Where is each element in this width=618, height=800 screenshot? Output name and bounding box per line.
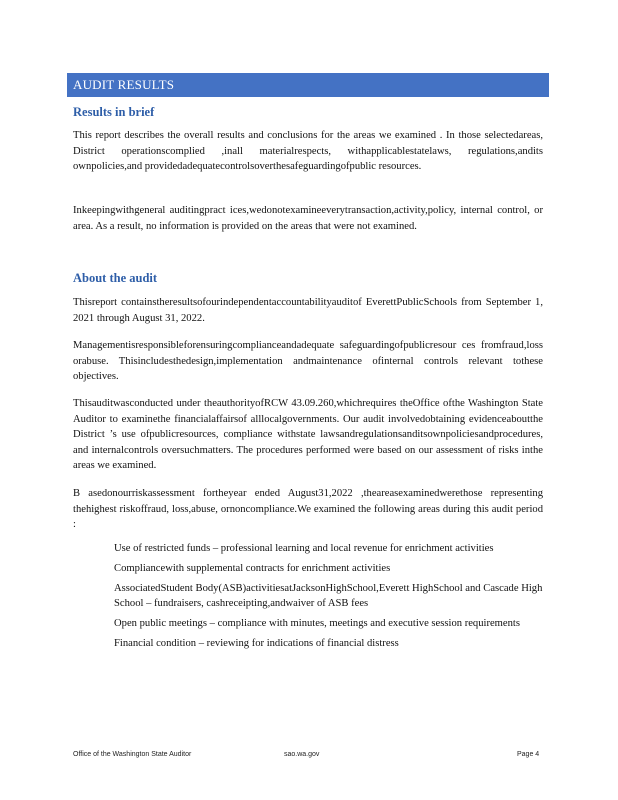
list-item: AssociatedStudent Body(ASB)activitiesatJacksonHighSchool,Everett HighSchool and Cascade High School – fundraisers, cashreceipting,andwaiver of ASB fees <box>114 583 543 609</box>
about-paragraph-1: Thisreport containstheresultsofourindependentaccountabilityauditof EverettPublicSchools from September 1, 2021 through August 31, 2022. <box>73 297 543 324</box>
list-item: Compliancewith supplemental contracts for enrichment activities <box>114 563 391 575</box>
about-heading: About the audit <box>73 271 158 285</box>
results-heading: Results in brief <box>73 105 155 119</box>
section-title: AUDIT RESULTS <box>73 77 175 92</box>
footer-site: sao.wa.gov <box>284 751 320 758</box>
list-item: Open public meetings – compliance with minutes, meetings and executive session requirements <box>114 617 520 629</box>
about-paragraph-2: Managementisresponsibleforensuringcomplianceandadequate safeguardingofpublicresour ces fromfraud,loss orabuse. Thisincludesthedesign,implementation andmaintenance ofinternal controls relevant tothese objectives. <box>73 340 543 383</box>
about-paragraph-3: Thisauditwasconducted under theauthorityofRCW 43.09.260,whichrequires theOffice ofthe Washington State Auditor to examinethe financialaffairsof alllocalgovernments. Our audit involvedobtaining evidenceaboutthe District ’s use ofpublicresources, compliance withstate lawsandregulationsanditsownpoliciesandprocedures, and internalcontrols oversuchmatters. The procedures performed were based on our assessment of risks inthe areas we examined. <box>73 398 543 472</box>
section-banner <box>67 73 549 97</box>
footer-page-number: Page 4 <box>517 751 540 758</box>
about-paragraph-4: B asedonourriskassessment fortheyear ended August31,2022 ,theareasexaminedwerethose representing thehighest riskoffraud, loss,abuse, ornoncompliance.We examined the following areas during this audit period : <box>73 488 543 531</box>
footer-office: Office of the Washington State Auditor <box>73 751 192 758</box>
list-item: Use of restricted funds – professional learning and local revenue for enrichment activities <box>114 543 494 554</box>
results-paragraph-1: This report describes the overall results and conclusions for the areas we examined . In those selectedareas, District operationscomplied ,inall materialrespects, withapplicablestatelaws, regulations,andits ownpolicies,and providedadequatecontrolsoverthesafeguardingofpublic resources. <box>73 130 543 173</box>
examined-areas-list <box>88 542 548 657</box>
results-paragraph-2: Inkeepingwithgeneral auditingpract ices,wedonotexamineeverytransaction,activity,policy, internal control, or area. As a result, no information is provided on the areas that were not examined. <box>73 205 543 232</box>
list-item: Financial condition – reviewing for indications of financial distress <box>114 638 399 650</box>
